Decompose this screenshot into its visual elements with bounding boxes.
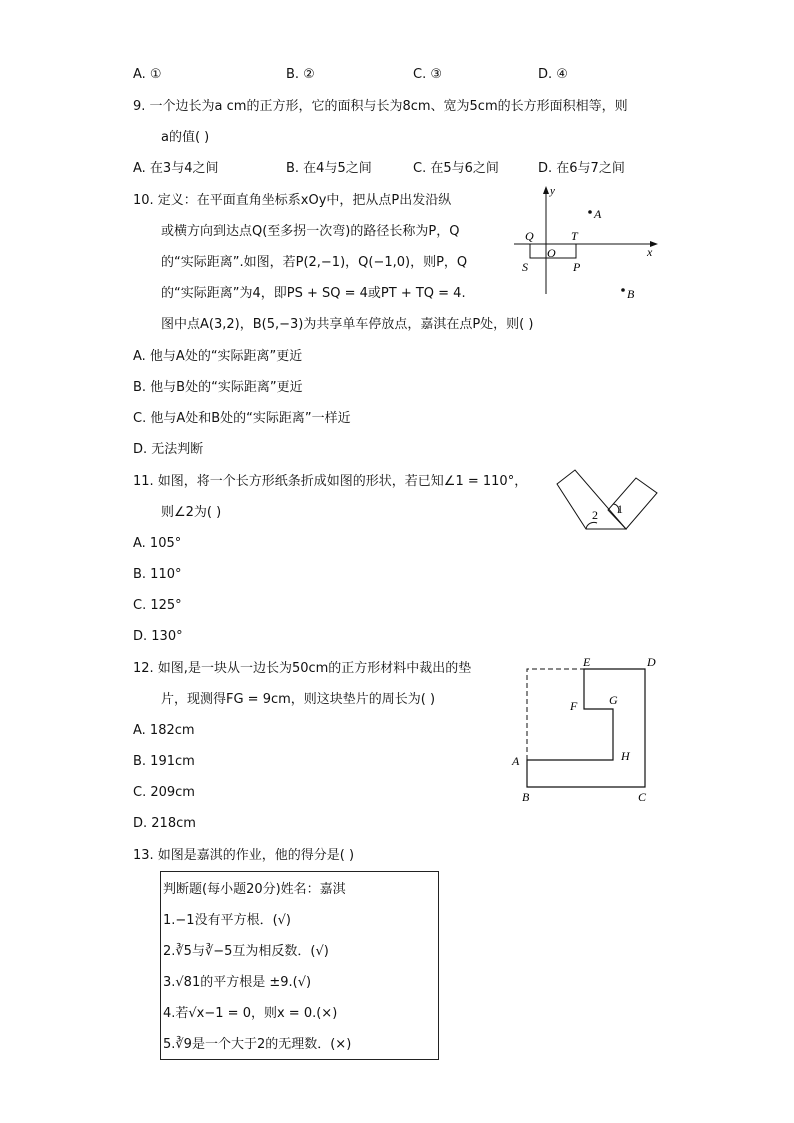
q9-option-a: A. 在3与4之间	[133, 161, 219, 176]
homework-box	[160, 871, 439, 1060]
q9-stem-line-2: a的值( )	[161, 130, 210, 145]
label-angle-1: 1	[617, 502, 623, 516]
label-o: O	[547, 246, 556, 260]
homework-header: 判断题(每小题20分)姓名：嘉淇	[163, 882, 346, 897]
q9-option-b: B. 在4与5之间	[286, 161, 372, 176]
q12-gasket-figure	[508, 652, 664, 804]
homework-item-2: 2.∛5与∛−5互为相反数．(√)	[163, 944, 329, 959]
label-c: C	[638, 790, 647, 804]
label-t: T	[571, 229, 578, 243]
y-axis-arrow-icon	[543, 186, 549, 194]
q10-stem-line-2: 或横方向到达点Q(至多拐一次弯)的路径长称为P，Q	[161, 224, 460, 239]
q9-stem-line-1: 9. 一个边长为a cm的正方形，它的面积与长为8cm、宽为5cm的长方形面积相等，则	[133, 99, 628, 114]
label-h: H	[621, 749, 630, 763]
q10-stem-line-3: 的“实际距离”.如图，若P(2,−1)，Q(−1,0)，则P，Q	[161, 255, 468, 270]
label-y: y	[550, 185, 555, 197]
q8-option-a: A. ①	[133, 67, 162, 82]
q9-option-d: D. 在6与7之间	[538, 161, 625, 176]
q11-option-c: C. 125°	[133, 598, 182, 613]
homework-item-1: 1.−1没有平方根．(√)	[163, 913, 291, 928]
q11-option-d: D. 130°	[133, 629, 183, 644]
homework-item-4: 4.若√x−1 = 0，则x = 0.(×)	[163, 1006, 338, 1021]
q12-option-c: C. 209cm	[133, 785, 195, 800]
q9-option-c: C. 在5与6之间	[413, 161, 499, 176]
q11-stem-line-2: 则∠2为( )	[161, 505, 222, 520]
label-b: B	[627, 287, 635, 300]
label-g: G	[609, 693, 618, 707]
q8-option-c: C. ③	[413, 67, 442, 82]
q11-option-b: B. 110°	[133, 567, 182, 582]
homework-item-3: 3.√81的平方根是 ±9.(√)	[163, 975, 312, 990]
label-angle-2: 2	[592, 508, 598, 522]
label-x: x	[647, 245, 653, 259]
q8-option-b: B. ②	[286, 67, 315, 82]
q11-folded-strip-figure	[553, 467, 663, 535]
q12-option-d: D. 218cm	[133, 816, 196, 831]
point-b	[621, 288, 625, 292]
point-a	[588, 210, 592, 214]
angle-2-arc	[586, 522, 597, 529]
q10-option-a: A. 他与A处的“实际距离”更近	[133, 349, 303, 364]
q12-option-a: A. 182cm	[133, 723, 195, 738]
q13-stem: 13. 如图是嘉淇的作业，他的得分是( )	[133, 848, 355, 863]
q10-coordinate-figure	[510, 184, 660, 300]
label-q: Q	[525, 229, 534, 243]
q12-stem-line-2: 片，现测得FG = 9cm，则这块垫片的周长为( )	[161, 692, 436, 707]
q12-stem-line-1: 12. 如图,是一块从一边长为50cm的正方形材料中裁出的垫	[133, 661, 472, 676]
q10-option-c: C. 他与A处和B处的“实际距离”一样近	[133, 411, 351, 426]
label-p: P	[573, 260, 581, 274]
label-d: D	[647, 655, 656, 669]
q11-option-a: A. 105°	[133, 536, 182, 551]
label-b: B	[522, 790, 530, 804]
q10-stem-line-1: 10. 定义：在平面直角坐标系xOy中，把从点P出发沿纵	[133, 193, 452, 208]
q10-option-d: D. 无法判断	[133, 442, 204, 457]
q10-stem-line-4: 的“实际距离”为4，即PS + SQ = 4或PT + TQ = 4.	[161, 286, 466, 301]
label-a: A	[512, 754, 520, 768]
q8-option-d: D. ④	[538, 67, 568, 82]
cut-dashed-line	[527, 669, 584, 760]
homework-item-5: 5.∛9是一个大于2的无理数．(×)	[163, 1037, 352, 1052]
label-a: A	[594, 207, 602, 221]
label-e: E	[583, 655, 591, 669]
label-f: F	[570, 699, 578, 713]
q10-stem-line-5: 图中点A(3,2)，B(5,−3)为共享单车停放点，嘉淇在点P处，则( )	[161, 317, 534, 332]
q12-option-b: B. 191cm	[133, 754, 195, 769]
gasket-outline	[527, 669, 645, 787]
q10-option-b: B. 他与B处的“实际距离”更近	[133, 380, 303, 395]
label-s: S	[522, 260, 528, 274]
strip-right-part	[608, 478, 657, 529]
q11-stem-line-1: 11. 如图，将一个长方形纸条折成如图的形状，若已知∠1 = 110°，	[133, 474, 528, 489]
